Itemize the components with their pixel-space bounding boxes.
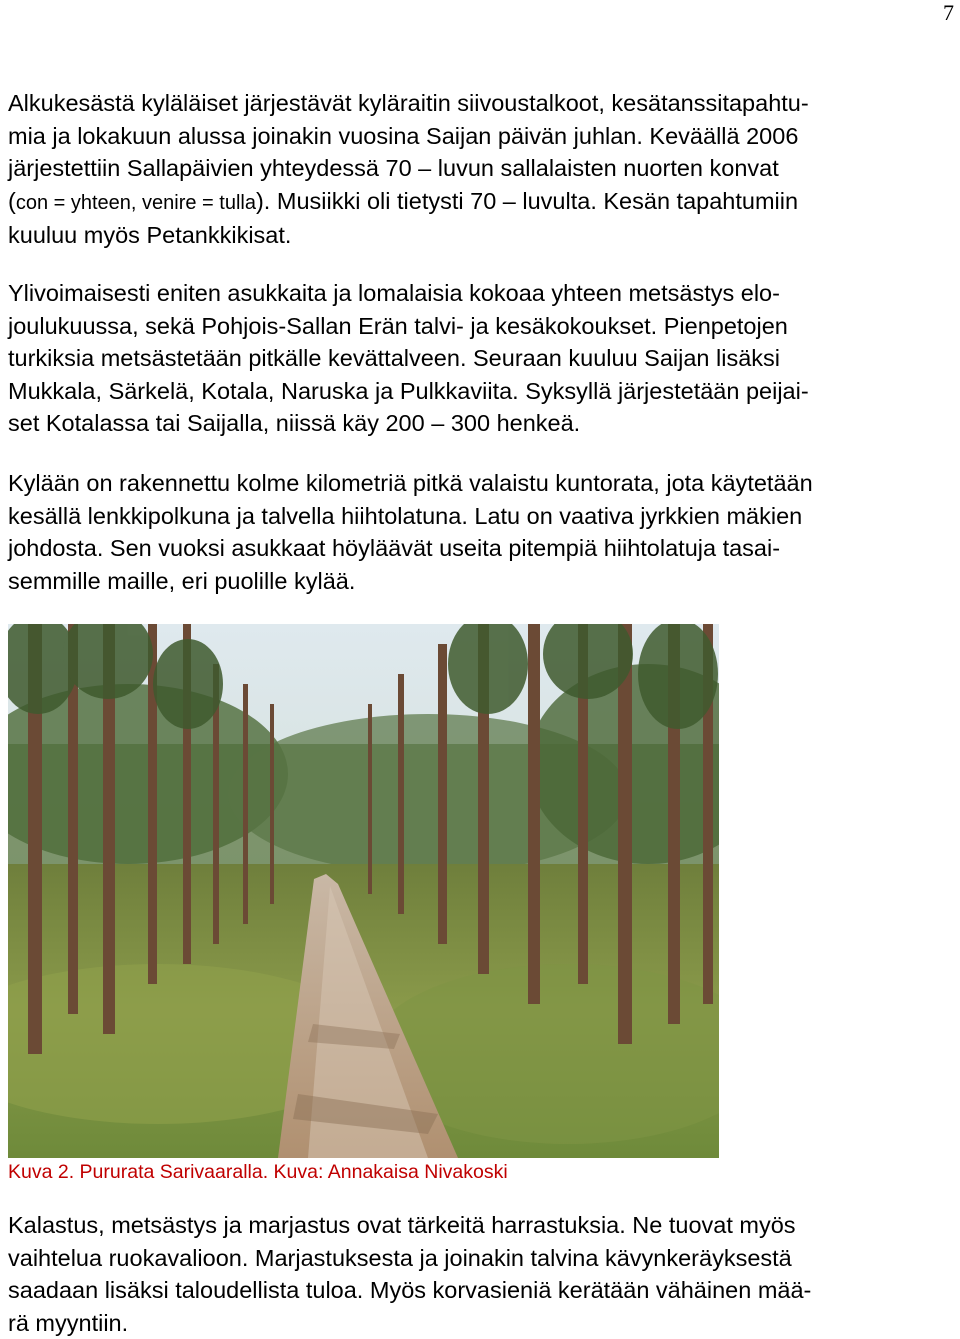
text-line bbox=[8, 185, 953, 220]
text-line: vaihtelua ruokavalioon. Marjastuksesta ja joinakin talvina kävynkeräyksestä bbox=[8, 1242, 953, 1275]
etymology-note: con = yhteen, venire = tulla bbox=[16, 192, 256, 214]
text-line: saadaan lisäksi taloudellista tuloa. Myös korvasieniä kerätään vähäinen mää- bbox=[8, 1274, 953, 1307]
text-line: Kylään on rakennettu kolme kilometriä pitkä valaistu kuntorata, jota käytetään bbox=[8, 467, 953, 500]
text-line: järjestettiin Sallapäivien yhteydessä 70 – luvun sallalaisten nuorten konvat bbox=[8, 152, 953, 185]
text-line: rä myyntiin. bbox=[8, 1307, 953, 1339]
text-line: kesällä lenkkipolkuna ja talvella hiihtolatuna. Latu on vaativa jyrkkien mäkien bbox=[8, 500, 953, 533]
text-line: kuuluu myös Petankkikisat. bbox=[8, 219, 953, 252]
text-line: semmille maille, eri puolille kylää. bbox=[8, 565, 953, 598]
figure-caption: Kuva 2. Pururata Sarivaaralla. Kuva: Annakaisa Nivakoski bbox=[8, 1160, 508, 1184]
text-fragment: ). Musiikki oli tietysti 70 – luvulta. Kesän tapahtumiin bbox=[256, 188, 798, 214]
text-line: Alkukesästä kyläläiset järjestävät kyläraitin siivoustalkoot, kesätanssitapahtu- bbox=[8, 87, 953, 120]
paragraph-livelihood bbox=[8, 1209, 953, 1339]
text-line: Mukkala, Särkelä, Kotala, Naruska ja Pulkkaviita. Syksyllä järjestetään peijai- bbox=[8, 375, 953, 408]
text-line: set Kotalassa tai Saijalla, niissä käy 200 – 300 henkeä. bbox=[8, 407, 953, 440]
forest-trail-illustration bbox=[8, 624, 719, 1158]
text-line: turkiksia metsästetään pitkälle kevättalveen. Seuraan kuuluu Saijan lisäksi bbox=[8, 342, 953, 375]
text-line: joulukuussa, sekä Pohjois-Sallan Erän talvi- ja kesäkokoukset. Pienpetojen bbox=[8, 310, 953, 343]
text-line: mia ja lokakuun alussa joinakin vuosina Saijan päivän juhlan. Keväällä 2006 bbox=[8, 120, 953, 153]
paragraph-events bbox=[8, 87, 953, 252]
text-line: johdosta. Sen vuoksi asukkaat höyläävät useita pitempiä hiihtolatuja tasai- bbox=[8, 532, 953, 565]
paragraph-hunting bbox=[8, 277, 953, 440]
page-number: 7 bbox=[943, 2, 954, 24]
text-line: Kalastus, metsästys ja marjastus ovat tärkeitä harrastuksia. Ne tuovat myös bbox=[8, 1209, 953, 1242]
text-fragment: ( bbox=[8, 188, 16, 214]
text-line: Ylivoimaisesti eniten asukkaita ja lomalaisia kokoaa yhteen metsästys elo- bbox=[8, 277, 953, 310]
paragraph-trail bbox=[8, 467, 953, 597]
forest-trail-photo bbox=[8, 624, 719, 1158]
